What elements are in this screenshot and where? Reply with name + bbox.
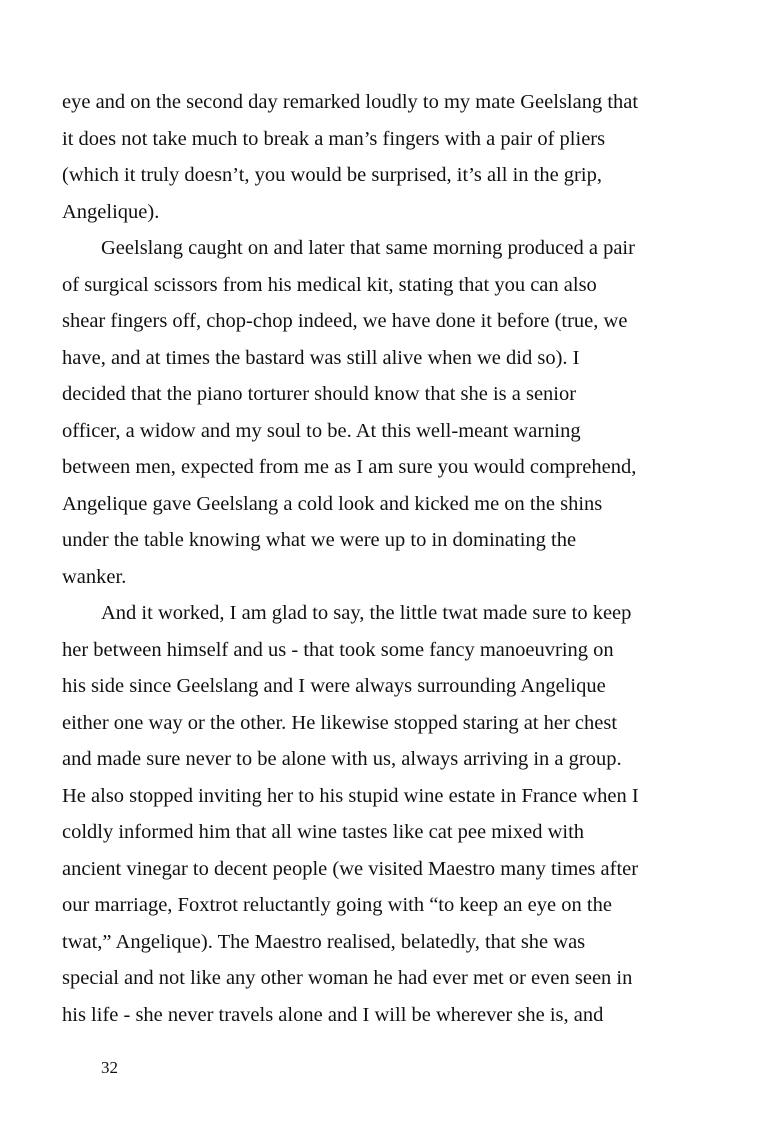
text-line: her between himself and us - that took some fancy manoeuvring on bbox=[62, 638, 614, 661]
text-line: shear fingers off, chop-chop indeed, we have done it before (true, we bbox=[62, 310, 628, 332]
text-line: eye and on the second day remarked loudly to my mate Geelslang that bbox=[62, 91, 639, 113]
text-line: of surgical scissors from his medical kit, stating that you can also bbox=[62, 273, 597, 296]
text-line: (which it truly doesn’t, you would be surprised, it’s all in the grip, bbox=[62, 164, 602, 186]
text-line: our marriage, Foxtrot reluctantly going with “to keep an eye on the bbox=[62, 894, 612, 916]
text-line: decided that the piano torturer should know that she is a senior bbox=[62, 383, 577, 405]
text-line: either one way or the other. He likewise stopped staring at her chest bbox=[62, 711, 618, 734]
text-line: He also stopped inviting her to his stupid wine estate in France when I bbox=[62, 784, 639, 807]
body-text bbox=[62, 84, 702, 1033]
page-number: 32 bbox=[101, 1058, 118, 1077]
text-line: twat,” Angelique). The Maestro realised, belatedly, that she was bbox=[62, 930, 586, 953]
text-line: Angelique gave Geelslang a cold look and kicked me on the shins bbox=[62, 492, 603, 515]
text-line: Angelique). bbox=[62, 200, 160, 223]
text-line: officer, a widow and my soul to be. At this well-meant warning bbox=[62, 419, 581, 442]
text-line: between men, expected from me as I am sure you would comprehend, bbox=[62, 456, 637, 478]
text-line: special and not like any other woman he had ever met or even seen in bbox=[62, 967, 633, 989]
text-line: it does not take much to break a man’s fingers with a pair of pliers bbox=[62, 127, 606, 150]
text-line: Geelslang caught on and later that same morning produced a pair bbox=[101, 237, 635, 259]
text-line: under the table knowing what we were up to in dominating the bbox=[62, 529, 577, 551]
text-line: ancient vinegar to decent people (we visited Maestro many times after bbox=[62, 857, 639, 880]
text-line: his side since Geelslang and I were always surrounding Angelique bbox=[62, 675, 606, 697]
text-line: coldly informed him that all wine tastes like cat pee mixed with bbox=[62, 821, 585, 843]
text-line: And it worked, I am glad to say, the little twat made sure to keep bbox=[101, 602, 632, 624]
text-line: wanker. bbox=[62, 565, 127, 588]
text-line: his life - she never travels alone and I will be wherever she is, and bbox=[62, 1003, 604, 1026]
text-line: and made sure never to be alone with us, always arriving in a group. bbox=[62, 748, 622, 770]
text-line: have, and at times the bastard was still alive when we did so). I bbox=[62, 346, 580, 369]
